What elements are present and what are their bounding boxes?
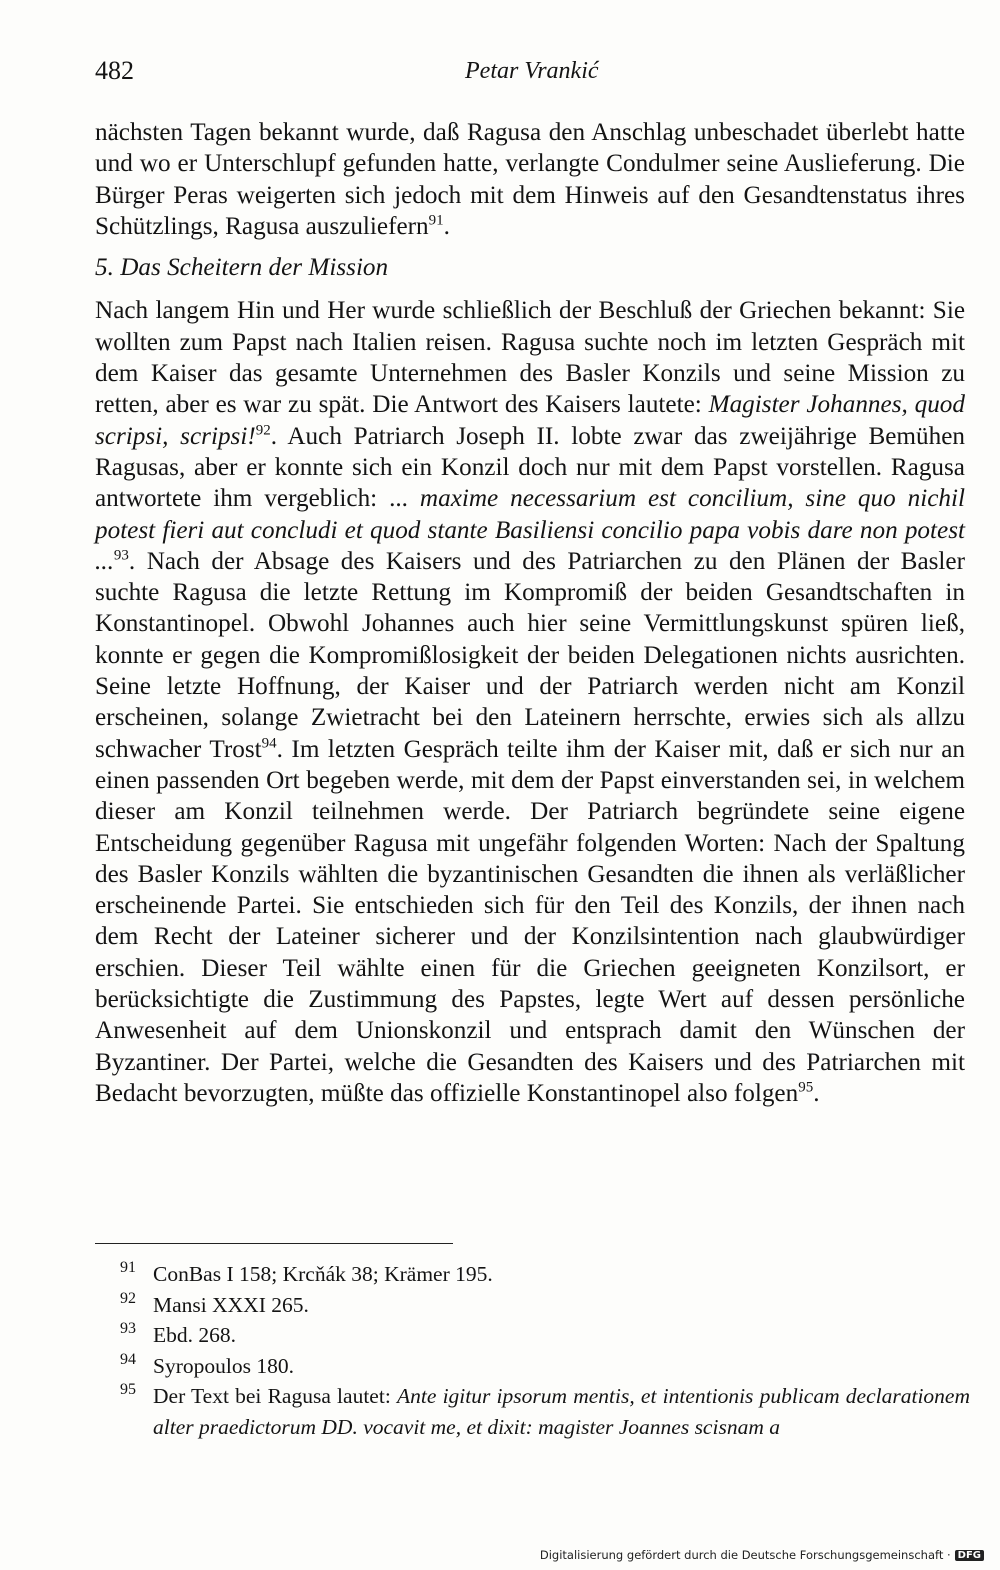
p2-text-1: Nach langem Hin und Her wurde schließlich der Beschluß der Griechen bekannt: Sie wollten zum Papst nach Italien reisen. Ragusa suchte noch im letzten Gespräch mit dem Kaiser das gesamte Unternehmen des Basler Konzils und seine Mission zu retten, aber es war zu spät. Die Antwort des Kaisers lautete: (95, 297, 965, 419)
footnote-number: 95 (120, 1381, 136, 1398)
footnote-text: Syropoulos 180. (153, 1353, 294, 1378)
footnote-number: 92 (120, 1289, 136, 1307)
footnote-94 (95, 1351, 970, 1382)
paragraph-1 (95, 117, 965, 242)
credit-text: Digitalisierung gefördert durch die Deutsche Forschungsgemeinschaft · (539, 1548, 951, 1562)
p2-text-4: . Im letzten Gespräch teilte ihm der Kaiser mit, daß er sich nur an einen passenden Ort begeben werde, mit dem der Papst einverstanden sei, in welchem dieser am Konzil teilnehmen werde. Der Patriarch begründete seine eigene Entscheidung gegenüber Ragusa mit ungefähr folgenden Worten: Nach der Spaltung des Basler Konzils wählten die byzantinischen Gesandten die ihnen als verläßlicher erscheinende Partei. Sie entschieden sich für den Teil des Konzils, der ihnen nach dem Recht der Lateiner sicherer und der Konzilsintention nach glaubwürdiger erschien. Dieser Teil wählte einen für die Griechen geeigneten Konzilsort, er berücksichtigte die Zustimmung des Papstes, legte Wert auf dessen persönliche Anwesenheit auf dem Unionskonzil und entsprach damit den Wünschen der Byzantiner. Der Partei, welche die Gesandten des Kaisers und des Patriarchen mit Bedacht bevorzugten, müßte das offizielle Konstantinopel also folgen (95, 735, 965, 1107)
footnote-rule (95, 1243, 453, 1244)
p2-text-5: . (813, 1079, 820, 1107)
page-header (95, 56, 968, 96)
footnote-ref-95: 95 (798, 1079, 814, 1096)
digitization-credit (540, 1548, 984, 1562)
ragusa-quote: maxime necessarium est concilium, sine quo nichil potest fieri aut concludi et quod stante Basiliensi concilio papa vobis dare non potest ... (95, 485, 965, 575)
footnote-91 (95, 1259, 970, 1290)
footnote-ref-92: 92 (255, 422, 271, 439)
section-heading: 5. Das Scheitern der Mission (95, 254, 389, 282)
footnote-text: ConBas I 158; Krcňák 38; Krämer 195. (153, 1262, 493, 1286)
page-number: 482 (95, 56, 134, 85)
footnote-ref-91: 91 (428, 212, 444, 229)
paragraph-1-end: . (443, 212, 450, 240)
footnote-number: 93 (120, 1320, 136, 1337)
paragraph-2 (95, 295, 965, 1109)
emperor-quote: Magister Johannes, quod scripsi, scripsi! (95, 391, 965, 450)
footnote-95 (95, 1381, 970, 1442)
footnote-number: 94 (120, 1350, 136, 1368)
footnote-95-intro: Der Text bei Ragusa lautet: (153, 1384, 397, 1408)
footnote-text: Mansi XXXI 265. (153, 1292, 309, 1317)
footnote-95-quote: Ante igitur ipsorum mentis, et intentionis publicam declarationem alter praedictorum DD. vocavit me, et dixit: magister Joannes scisnam a (153, 1384, 970, 1439)
footnote-number: 91 (120, 1259, 136, 1276)
footnote-text: Ebd. 268. (153, 1323, 237, 1347)
footnote-ref-93: 93 (113, 547, 129, 564)
footnote-text (153, 1381, 970, 1442)
paragraph-1-text: nächsten Tagen bekannt wurde, daß Ragusa den Anschlag unbeschadet überlebt hatte und wo er Unterschlupf gefunden hatte, verlangte Condulmer seine Auslieferung. Die Bürger Peras weigerten sich jedoch mit dem Hinweis auf den Gesandtenstatus ihres Schützlings, Ragusa auszuliefern (95, 119, 965, 240)
footnotes (95, 1259, 970, 1442)
p2-text-2: . Auch Patriarch Joseph II. lobte zwar das zweijährige Bemühen Ragusas, aber er konnte sich ein Konzil doch nur mit dem Papst vorstellen. Ragusa antwortete ihm vergeblich: ... (95, 422, 965, 513)
p2-text-3: . Nach der Absage des Kaisers und des Patriarchen zu den Plänen der Basler suchte Ragusa die letzte Rettung im Kompromiß der beiden Gesandtschaften in Konstantinopel. Obwohl Johannes auch hier seine Vermittlungskunst spüren ließ, konnte er gegen die Kompromißlosigkeit der beiden Delegationen nichts ausrichten. Seine letzte Hoffnung, der Kaiser und der Patriarch werden nicht am Konzil erscheinen, solange Zwietracht bei den Lateinern herrschte, erwies sich als allzu schwacher Trost (95, 547, 965, 763)
running-head: Petar Vrankić (465, 58, 599, 84)
main-text (95, 117, 965, 1109)
footnote-ref-94: 94 (261, 735, 277, 752)
footnote-93 (95, 1320, 970, 1351)
dfg-logo-icon: DFG (955, 1550, 984, 1561)
footnote-92 (95, 1290, 970, 1321)
